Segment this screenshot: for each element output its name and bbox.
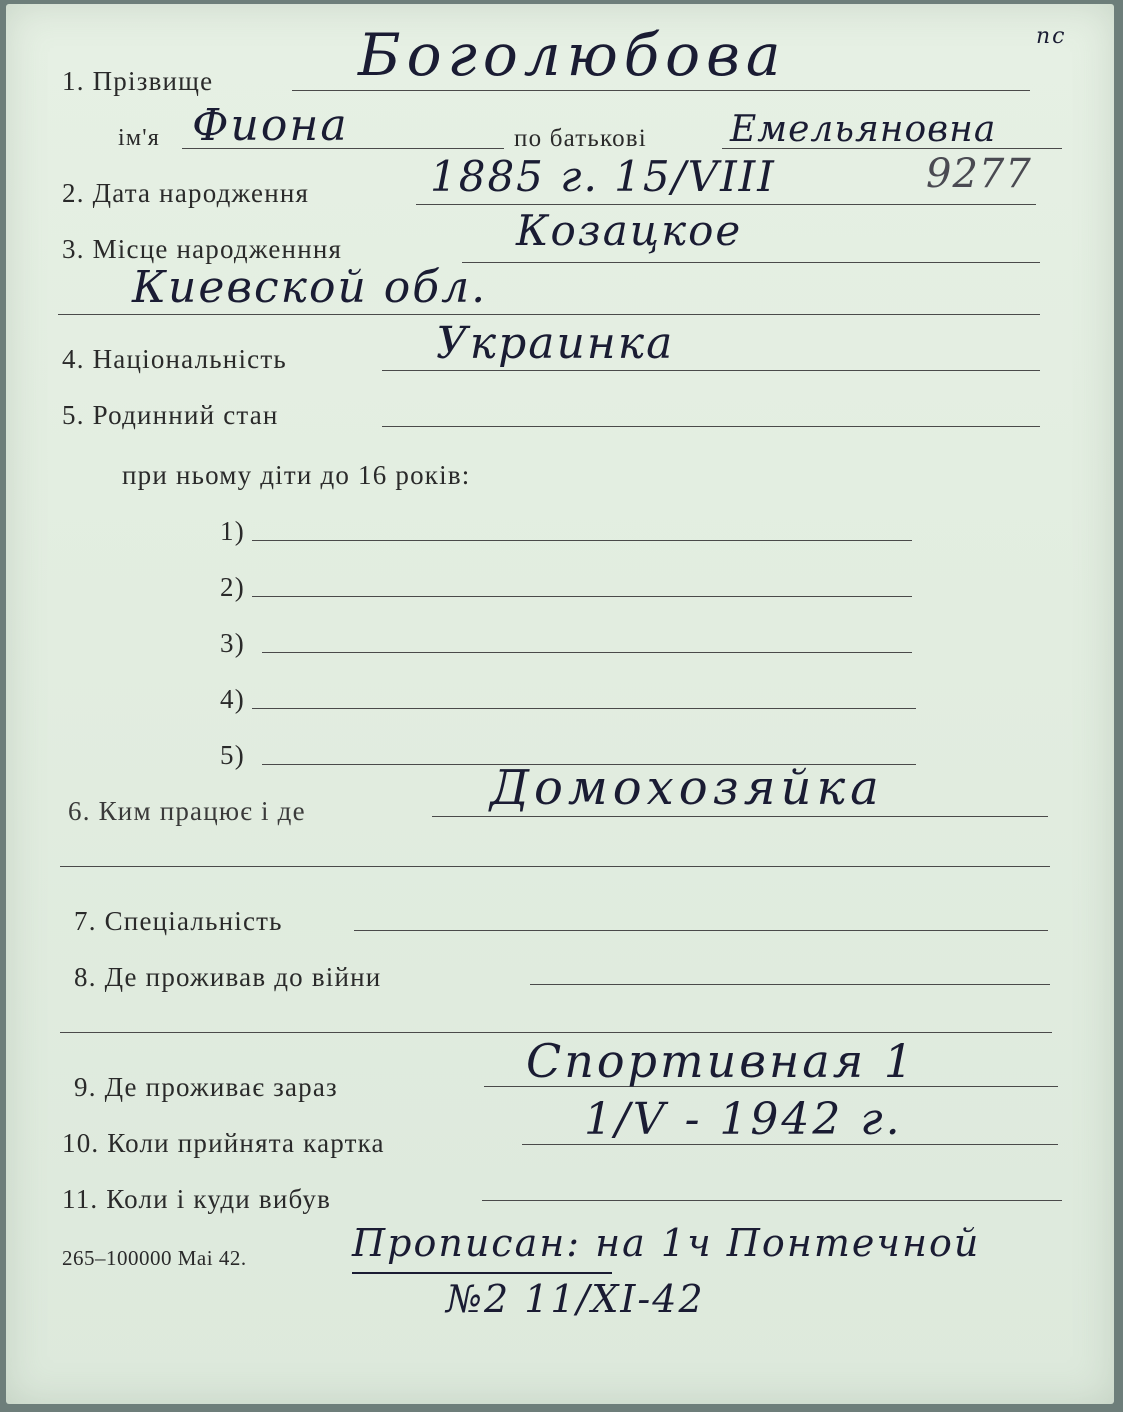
specialty-label: 7. Спеціальність bbox=[74, 906, 283, 936]
patronymic-value: Емельяновна bbox=[730, 109, 997, 150]
prewar-residence-line-2 bbox=[60, 1032, 1052, 1033]
departure-label: 11. Коли і куди вибув bbox=[62, 1184, 332, 1214]
surname-label: 1. Прізвище bbox=[62, 66, 214, 96]
specialty-line bbox=[354, 930, 1048, 931]
registration-card bbox=[6, 4, 1114, 1404]
occupation-label: 6. Ким працює і де bbox=[68, 796, 306, 826]
family-status-line bbox=[382, 426, 1040, 427]
child-2-line bbox=[252, 596, 912, 597]
surname-value: Боголюбова bbox=[358, 21, 787, 89]
child-3-line bbox=[262, 652, 912, 653]
child-2-label: 2) bbox=[220, 572, 245, 602]
birthplace-label: 3. Місце народженння bbox=[62, 234, 343, 264]
child-4-line bbox=[252, 708, 916, 709]
child-3-label: 3) bbox=[220, 628, 245, 658]
nationality-value: Украинка bbox=[436, 318, 675, 369]
registration-note-line1: Прописан: на 1ч Понтечной bbox=[352, 1221, 981, 1265]
patronymic-label: по батькові bbox=[514, 125, 647, 152]
child-4-label: 4) bbox=[220, 684, 245, 714]
birthplace-line bbox=[462, 262, 1040, 263]
record-number: 9277 bbox=[926, 151, 1032, 197]
birth-date-line bbox=[416, 204, 1036, 205]
surname-line bbox=[292, 90, 1030, 91]
current-residence-label: 9. Де проживає зараз bbox=[74, 1072, 338, 1102]
birth-date-label: 2. Дата народження bbox=[62, 178, 310, 208]
child-1-label: 1) bbox=[220, 516, 245, 546]
card-date-label: 10. Коли прийнята картка bbox=[62, 1128, 385, 1158]
current-residence-value: Спортивная 1 bbox=[526, 1034, 917, 1088]
children-label: при ньому діти до 16 років: bbox=[122, 460, 471, 490]
family-status-label: 5. Родинний стан bbox=[62, 400, 279, 430]
card-date-value: 1/V - 1942 г. bbox=[584, 1094, 903, 1145]
child-5-label: 5) bbox=[220, 740, 245, 770]
print-note: 265–100000 Mai 42. bbox=[62, 1246, 247, 1270]
nationality-line bbox=[382, 370, 1040, 371]
birthplace-value-line2: Киевской обл. bbox=[132, 262, 488, 313]
occupation-line-2 bbox=[60, 866, 1050, 867]
registration-note-line2: №2 11/XI-42 bbox=[446, 1277, 705, 1321]
registration-underline bbox=[352, 1272, 612, 1274]
nationality-label: 4. Національність bbox=[62, 344, 287, 374]
departure-line bbox=[482, 1200, 1062, 1201]
occupation-value: Домохозяйка bbox=[490, 760, 884, 816]
child-1-line bbox=[252, 540, 912, 541]
occupation-line bbox=[432, 816, 1048, 817]
prewar-residence-label: 8. Де проживав до війни bbox=[74, 962, 382, 992]
first-name-value: Фиона bbox=[192, 100, 349, 151]
birthplace-value-line1: Козацкое bbox=[516, 206, 743, 255]
corner-mark: пс bbox=[1036, 24, 1067, 49]
birthplace-line-2 bbox=[58, 314, 1040, 315]
prewar-residence-line bbox=[530, 984, 1050, 985]
birth-date-value: 1885 г. 15/VIII bbox=[430, 152, 776, 201]
first-name-label: ім'я bbox=[118, 125, 161, 151]
